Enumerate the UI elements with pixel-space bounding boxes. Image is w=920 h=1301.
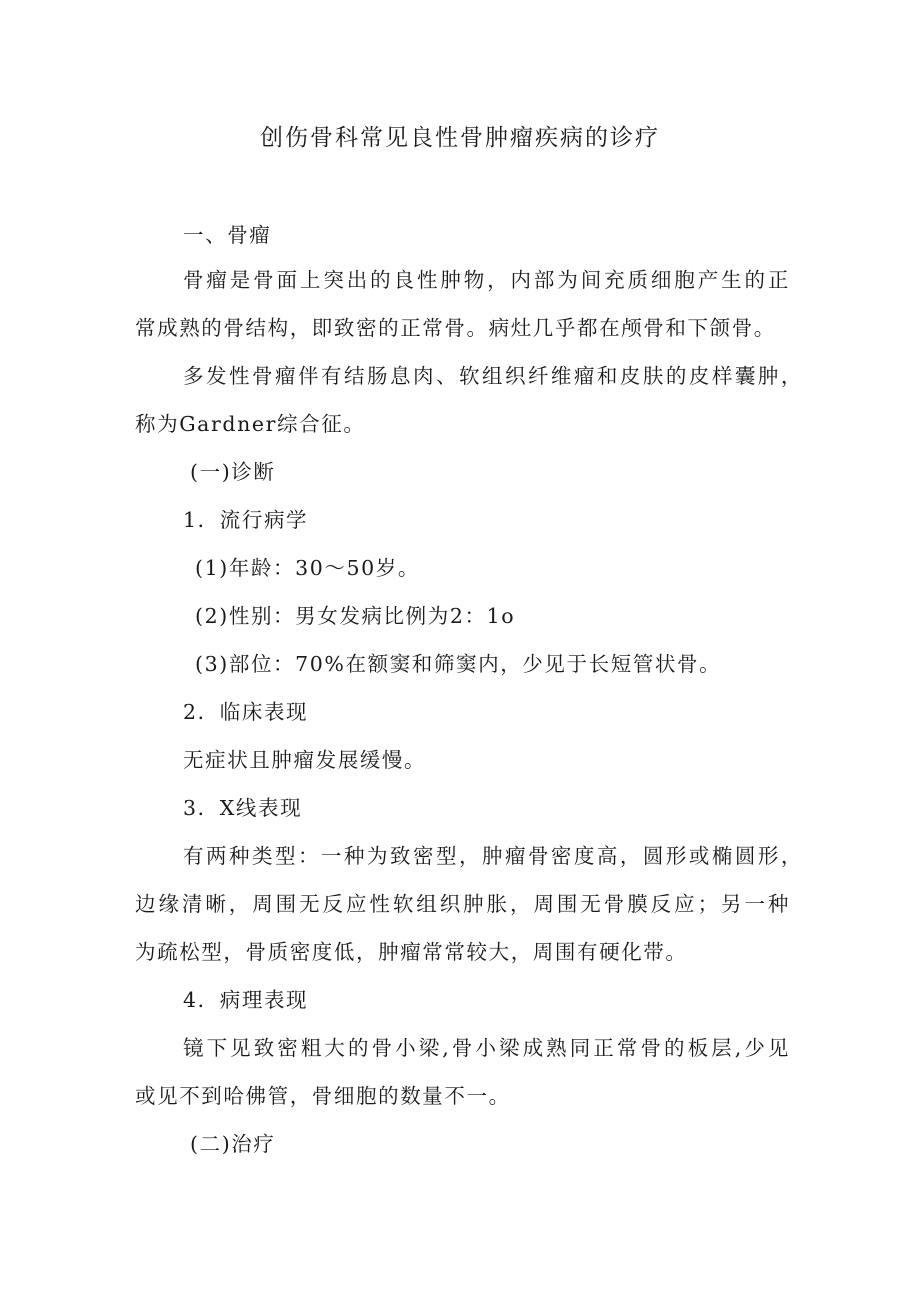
paragraph-line: 称为Gardner综合征。 [135, 412, 366, 436]
document-title: 创伤骨科常见良性骨肿瘤疾病的诊疗 [260, 125, 660, 151]
paragraph-line: 骨瘤是骨面上突出的良性肿物，内部为间充质细胞产生的正 [183, 268, 790, 292]
paragraph-line: 或见不到哈佛管，骨细胞的数量不一。 [135, 1084, 511, 1108]
paragraph-line: 有两种类型：一种为致密型，肿瘤骨密度高，圆形或椭圆形， [183, 844, 803, 868]
item-heading-xray: 3．X线表现 [183, 796, 303, 820]
subsection-heading-diagnosis: (一)诊断 [190, 460, 276, 484]
list-item: (2)性别：男女发病比例为2：1o [195, 604, 516, 628]
section-heading-osteoma: 一、骨瘤 [183, 223, 272, 247]
item-heading-clinical: 2．临床表现 [183, 700, 309, 724]
item-heading-epidemiology: 1．流行病学 [183, 508, 309, 532]
paragraph-line: 多发性骨瘤伴有结肠息肉、软组织纤维瘤和皮肤的皮样囊肿， [183, 364, 803, 388]
paragraph-line: 镜下见致密粗大的骨小梁,骨小梁成熟同正常骨的板层,少见 [183, 1036, 790, 1060]
paragraph-line: 无症状且肿瘤发展缓慢。 [183, 748, 427, 772]
list-item: (1)年龄：30～50岁。 [195, 556, 421, 580]
paragraph-line: 边缘清晰，周围无反应性软组织肿胀，周围无骨膜反应；另一种 [135, 892, 790, 916]
list-item: (3)部位：70%在额窦和筛窦内，少见于长短管状骨。 [195, 652, 722, 676]
item-heading-pathology: 4．病理表现 [183, 988, 309, 1012]
subsection-heading-treatment: (二)治疗 [190, 1132, 276, 1156]
paragraph-line: 常成熟的骨结构，即致密的正常骨。病灶几乎都在颅骨和下颌骨。 [135, 316, 776, 340]
paragraph-line: 为疏松型，骨质密度低，肿瘤常常较大，周围有硬化带。 [135, 940, 688, 964]
